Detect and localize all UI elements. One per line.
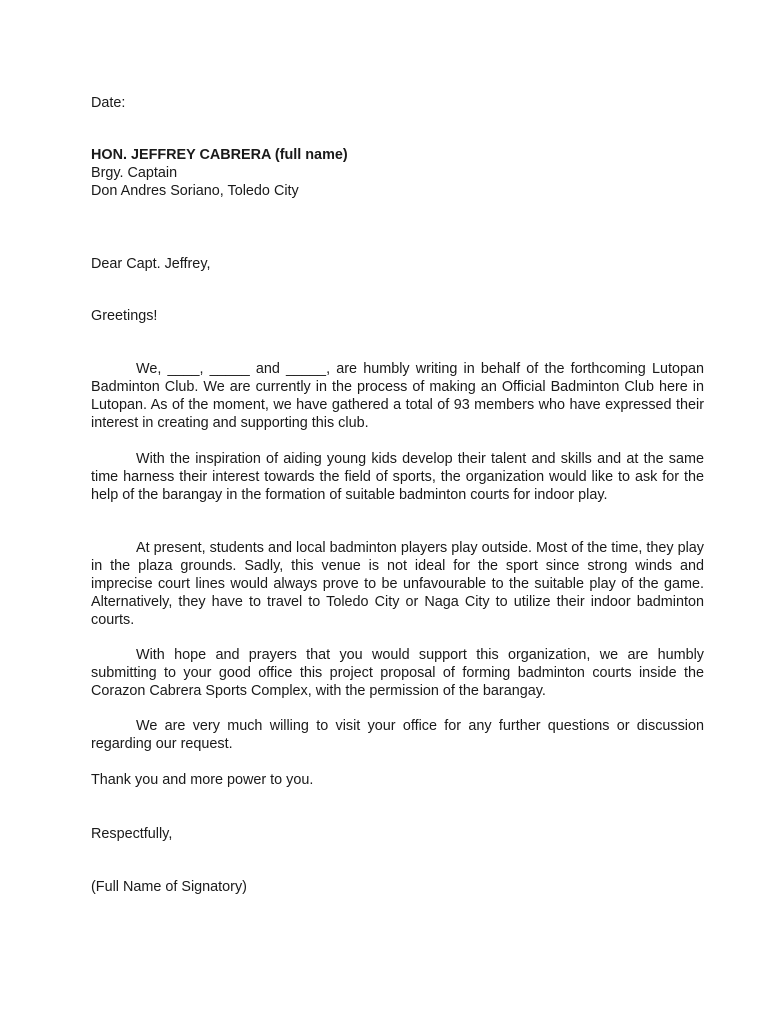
- date-label: Date:: [91, 95, 126, 111]
- salutation: Dear Capt. Jeffrey,: [91, 256, 211, 272]
- body-paragraph-5: We are very much willing to visit your office for any further questions or discussion regarding our request.: [91, 718, 704, 752]
- complimentary-close: Respectfully,: [91, 826, 173, 842]
- signatory: (Full Name of Signatory): [91, 879, 247, 895]
- closing-line: Thank you and more power to you.: [91, 772, 314, 788]
- body-paragraph-1: We, ____, _____ and _____, are humbly writing in behalf of the forthcoming Lutopan Badminton Club. We are currently in the process of making an Official Badminton Club here in Lutopan. As of the moment, we have gathered a total of 93 members who have expressed their interest in creating and supporting this club.: [91, 361, 704, 431]
- body-paragraph-2: With the inspiration of aiding young kids develop their talent and skills and at the same time harness their interest towards the field of sports, the organization would like to ask for the help of the barangay in the formation of suitable badminton courts for indoor play.: [91, 451, 704, 503]
- recipient-address: Don Andres Soriano, Toledo City: [91, 183, 299, 199]
- recipient-title: Brgy. Captain: [91, 165, 178, 181]
- recipient-name: HON. JEFFREY CABRERA (full name): [91, 147, 348, 163]
- greeting: Greetings!: [91, 308, 158, 324]
- body-paragraph-4: With hope and prayers that you would support this organization, we are humbly submitting to your good office this project proposal of forming badminton courts inside the Corazon Cabrera Sports Complex, with the permission of the barangay.: [91, 647, 704, 699]
- body-paragraph-3: At present, students and local badminton players play outside. Most of the time, they play in the plaza grounds. Sadly, this venue is not ideal for the sport since strong winds and imprecise court lines would always prove to be unfavourable to the suitable play of the game. Alternatively, they have to travel to Toledo City or Naga City to utilize their indoor badminton courts.: [91, 540, 704, 628]
